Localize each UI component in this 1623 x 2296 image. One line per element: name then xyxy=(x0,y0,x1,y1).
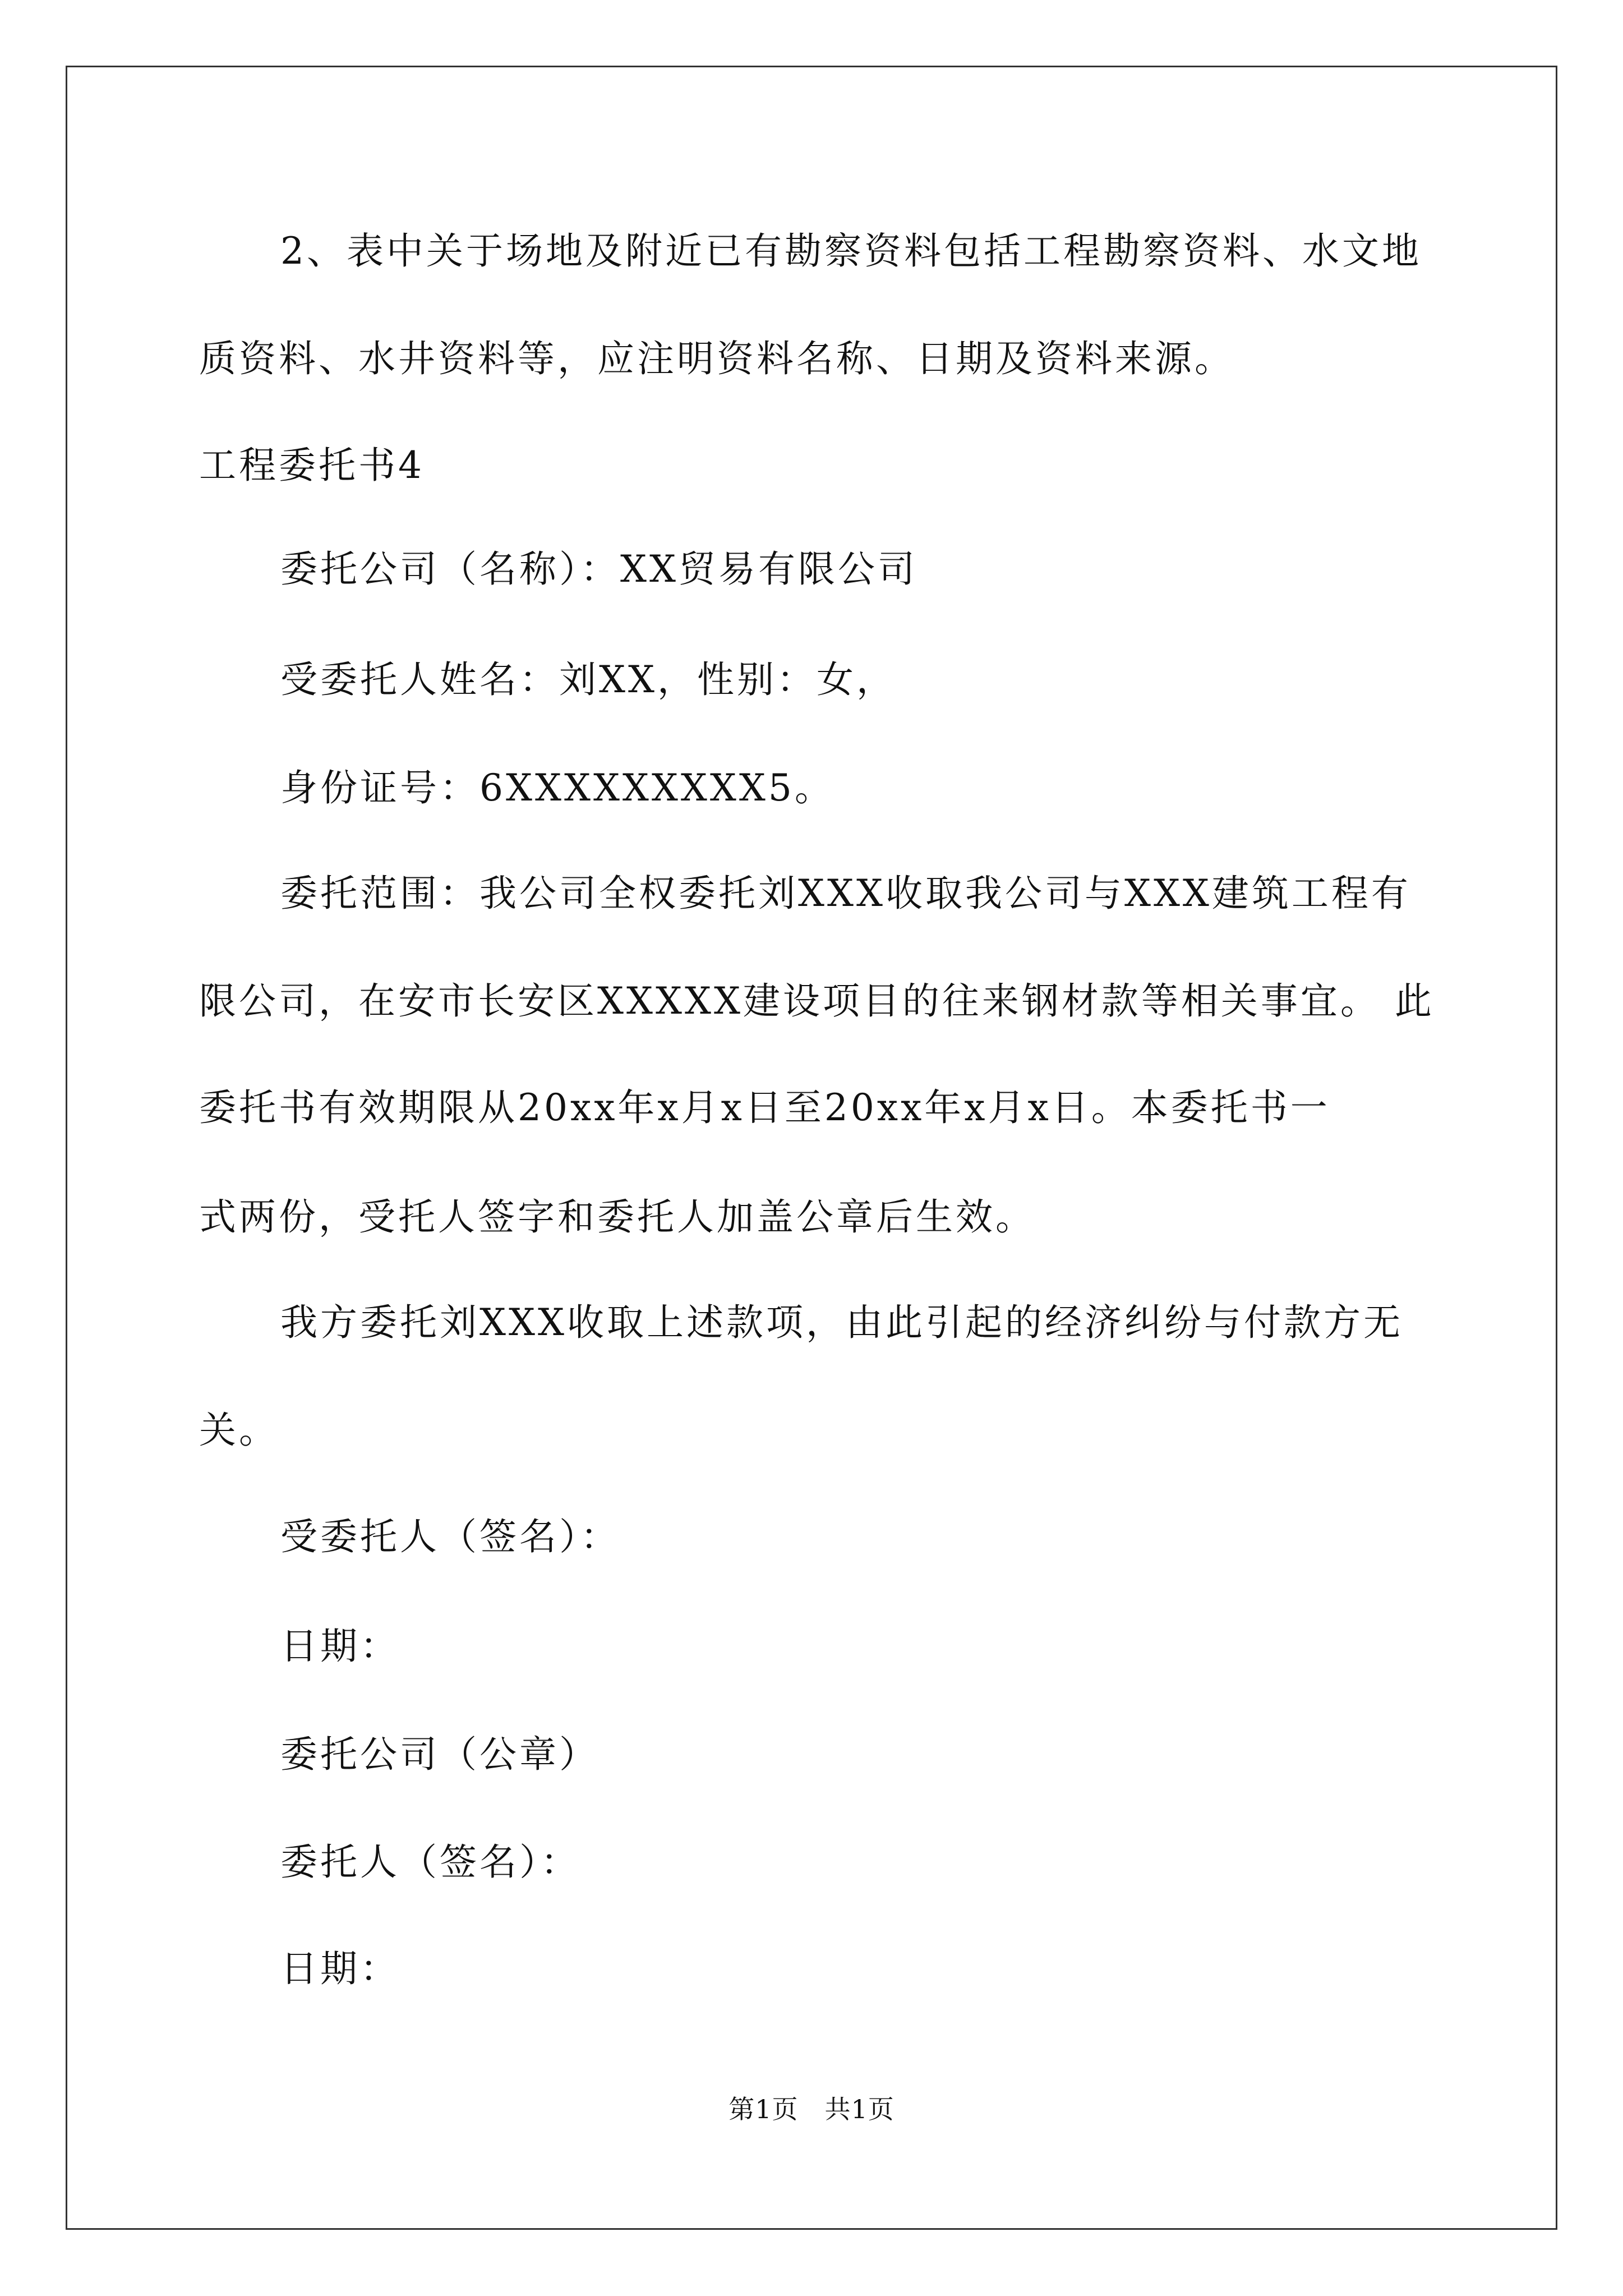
paragraph-line: 受委托人姓名：刘XX，性别：女， xyxy=(280,658,896,701)
company-seal-line: 委托公司（公章） xyxy=(280,1733,599,1776)
paragraph-line: 关。 xyxy=(199,1409,279,1452)
date-line: 日期： xyxy=(280,1625,400,1668)
paragraph-line: 委托书有效期限从20xx年x月x日至20xx年x月x日。本委托书一 xyxy=(199,1086,1330,1129)
paragraph-line: 委托公司（名称）：XX贸易有限公司 xyxy=(280,547,917,591)
paragraph-line: 2、表中关于场地及附近已有勘察资料包括工程勘察资料、水文地 xyxy=(280,229,1422,273)
signature-line-trustee: 受委托人（签名）： xyxy=(280,1515,620,1558)
paragraph-line: 身份证号：6XXXXXXXXX5。 xyxy=(280,766,834,809)
paragraph-line: 委托范围：我公司全权委托刘XXX收取我公司与XXX建筑工程有 xyxy=(280,872,1411,915)
page-footer: 第1页 共1页 xyxy=(728,2094,895,2124)
paragraph-line: 限公司，在安市长安区XXXXX建设项目的往来钢材款等相关事宜。 此 xyxy=(199,979,1435,1023)
section-title: 工程委托书4 xyxy=(199,444,425,487)
paragraph-line: 式两份，受托人签字和委托人加盖公章后生效。 xyxy=(199,1195,1035,1239)
signature-line-principal: 委托人（签名）： xyxy=(280,1841,580,1884)
page-border xyxy=(66,66,1557,2230)
date-line: 日期： xyxy=(280,1947,400,1990)
paragraph-line: 质资料、水井资料等，应注明资料名称、日期及资料来源。 xyxy=(199,337,1234,380)
paragraph-line: 我方委托刘XXX收取上述款项，由此引起的经济纠纷与付款方无 xyxy=(280,1301,1403,1344)
